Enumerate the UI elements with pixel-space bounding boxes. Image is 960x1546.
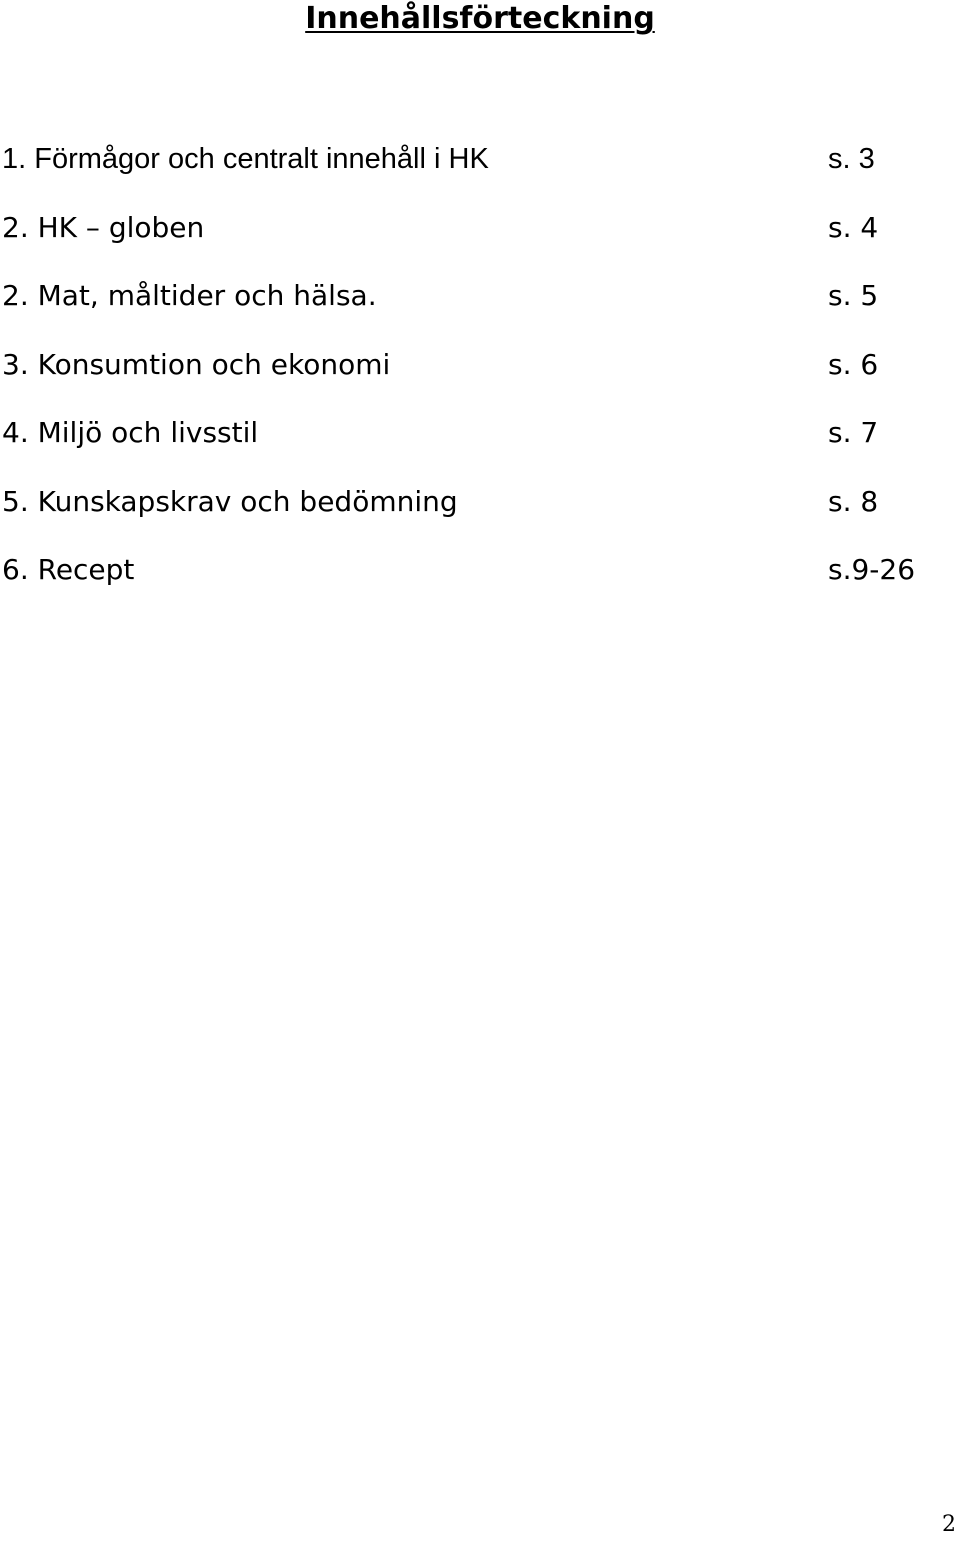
toc-entry-label: 5. Kunskapskrav och bedömning	[2, 484, 458, 518]
toc-entry	[0, 346, 960, 415]
page-number: 2	[942, 1512, 956, 1537]
toc-entry-page: s. 8	[828, 484, 879, 518]
toc-entry	[0, 551, 960, 620]
toc-entry-page: s.9-26	[828, 553, 916, 586]
toc-entry-page: s. 5	[828, 279, 879, 312]
toc-entry	[0, 483, 960, 552]
toc-entry-label: 3. Konsumtion och ekonomi	[2, 347, 391, 381]
page-title: Innehållsförteckning	[305, 1, 655, 36]
toc-entry-page: s. 4	[828, 210, 879, 244]
toc-entry-page: s. 7	[828, 416, 879, 449]
toc-entry-label: 6. Recept	[2, 553, 135, 586]
toc-entry	[0, 140, 960, 209]
toc-entry	[0, 414, 960, 483]
toc-entry-label: 2. Mat, måltider och hälsa.	[2, 279, 377, 312]
toc-entry-label: 4. Miljö och livsstil	[2, 416, 259, 449]
toc-entry-label: 1. Förmågor och centralt innehåll i HK	[2, 143, 489, 175]
toc-entry-page: s. 6	[828, 347, 879, 381]
toc-entry-label: 2. HK – globen	[2, 210, 205, 244]
toc-entry-page: s. 3	[828, 143, 875, 175]
toc-entry	[0, 277, 960, 346]
toc-entry	[0, 209, 960, 278]
table-of-contents	[0, 140, 960, 620]
